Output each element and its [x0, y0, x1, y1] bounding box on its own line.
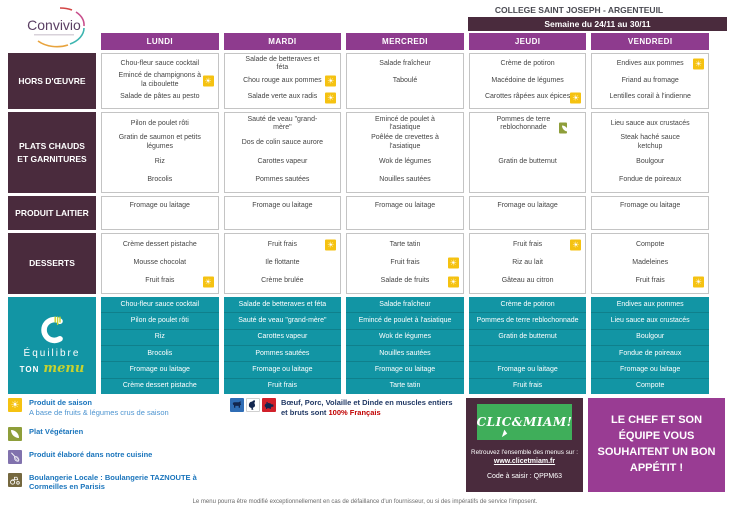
menu-item [593, 56, 707, 73]
menu-item [593, 115, 707, 134]
menu-cell [591, 196, 709, 230]
equilibre-item: Salade de betteraves et féta [238, 300, 327, 308]
day-header-5: VENDREDI [591, 33, 709, 50]
menu-item [593, 89, 707, 106]
menu-item [103, 89, 217, 106]
menu-item-label: Endives aux pommes [616, 59, 684, 67]
menu-item [471, 153, 585, 172]
menu-item [471, 134, 585, 153]
menu-item [103, 134, 217, 153]
equilibre-item: Wok de légumes [346, 329, 464, 345]
legend-text [29, 398, 169, 418]
menu-item [348, 273, 462, 291]
chef-message-box [588, 398, 725, 492]
menu-cell [101, 196, 219, 230]
menu-item-label: Poêlée de crevettes à l'asiatique [371, 134, 439, 151]
equilibre-item: Lieu sauce aux crustacés [591, 312, 709, 328]
equilibre-item: Pommes sautées [224, 345, 342, 361]
beef-icon [230, 398, 244, 412]
menu-cell [346, 112, 464, 193]
equilibre-item: Tarte tatin [346, 378, 464, 394]
menu-item [226, 153, 340, 172]
poultry-icon [246, 398, 260, 412]
menu-word: menu [43, 361, 85, 376]
equilibre-cell [591, 297, 709, 394]
clicmiam-code: Code à saisir : QPPM63 [486, 473, 563, 480]
cursor-icon [502, 430, 508, 439]
menu-item [103, 236, 217, 254]
day-header-4: JEUDI [469, 33, 587, 50]
menu-item-label: Crème brulée [261, 277, 304, 285]
menu-item-label: Fruit frais [145, 277, 175, 285]
menu-cell [591, 53, 709, 109]
equilibre-item: Riz [101, 329, 219, 345]
footer-legend-area [8, 398, 727, 501]
sun-icon: ☀ [694, 277, 703, 287]
day-header-2: MARDI [224, 33, 342, 50]
sun-icon: ☀ [327, 240, 335, 250]
menu-cell [469, 196, 587, 230]
equilibre-item: Nouilles sautées [346, 345, 464, 361]
menu-item-label: Emincé de champignons à la ciboulette [118, 72, 202, 89]
fork-c-icon [36, 314, 68, 346]
row-label-4: DESSERTS [8, 233, 96, 294]
legend-title: Boulangerie Locale : Boulangerie TAZNOUTE à Cormeilles en Parisis [29, 472, 197, 492]
menu-item-label: Boulgour [636, 157, 665, 165]
menu-item-label: Lentilles corail à l'indienne [609, 93, 691, 101]
svg-text:Convivio: Convivio [27, 17, 81, 33]
menu-item-label: Riz [154, 157, 165, 165]
menu-item-label: Fruit frais [635, 277, 665, 285]
menu-item-label: Fruit frais [267, 240, 297, 248]
equilibre-item: Fondue de poireaux [591, 345, 709, 361]
menu-item [348, 56, 462, 73]
menu-item [226, 115, 340, 134]
menu-item-label: Madeleines [632, 259, 669, 267]
sun-icon: ☀ [204, 277, 212, 287]
equilibre-item: Compote [591, 378, 709, 394]
menu-item [103, 153, 217, 172]
menu-item-label: Fruit frais [513, 240, 543, 248]
equilibre-cell [346, 297, 464, 394]
menu-item-label: Sauté de veau "grand-mère" [247, 115, 318, 132]
origin-highlight: 100% Français [328, 408, 381, 418]
menu-item-label: Salade de fruits [380, 277, 430, 285]
menu-item-label: Tarte tatin [389, 240, 421, 248]
menu-cell [224, 233, 342, 294]
legend-text [29, 473, 230, 493]
menu-item-label: Ile flottante [265, 259, 300, 267]
menu-item [103, 199, 217, 211]
legend-title: Produit de saison [29, 398, 92, 407]
legend-item-1 [8, 398, 230, 418]
menu-item-label: Taboulé [392, 76, 418, 84]
equilibre-item: Sauté de veau "grand-mère" [224, 312, 342, 328]
menu-item [593, 199, 707, 211]
sun-icon: ☀ [572, 240, 580, 250]
menu-item [471, 273, 585, 291]
menu-item-label: Fondue de poireaux [619, 176, 682, 184]
menu-cell [346, 196, 464, 230]
menu-item [103, 115, 217, 134]
menu-item [103, 56, 217, 73]
menu-item-label: Friand au fromage [621, 76, 679, 84]
sun-icon: ☀ [694, 59, 703, 69]
menu-item-label: Steak haché sauce ketchup [620, 134, 680, 151]
row-label-1: HORS D'ŒUVRE [8, 53, 96, 109]
menu-item [226, 254, 340, 272]
equilibre-item: Chou-fleur sauce cocktail [120, 300, 200, 308]
menu-item-label: Salade de betteraves et féta [245, 55, 320, 72]
equilibre-item: Fromage ou laitage [591, 361, 709, 377]
equilibre-item: Gratin de butternut [469, 329, 587, 345]
equilibre-item: Fruit frais [469, 378, 587, 394]
equilibre-item: Carottes vapeur [224, 329, 342, 345]
week-range-banner: Semaine du 24/11 au 30/11 [468, 17, 727, 31]
menu-item [226, 171, 340, 190]
menu-item [226, 134, 340, 153]
menu-cell [346, 53, 464, 109]
menu-item [471, 254, 585, 272]
equilibre-cell [469, 297, 587, 394]
menu-cell [224, 112, 342, 193]
row-label-3: PRODUIT LAITIER [8, 196, 96, 230]
menu-item [471, 236, 585, 254]
vegetarian-icon [559, 123, 567, 134]
menu-item-label: Crème dessert pistache [122, 240, 197, 248]
origin-legend [230, 398, 460, 501]
menu-item [593, 171, 707, 190]
menu-item-label: Compote [635, 240, 665, 248]
menu-item [226, 199, 340, 211]
menu-item-label: Dos de colin sauce aurore [241, 138, 324, 146]
menu-item-label: Salade verte aux radis [247, 93, 318, 101]
menu-item [348, 199, 462, 211]
equilibre-item: Fruit frais [224, 378, 342, 394]
equilibre-item: Pommes de terre reblochonnade [469, 312, 587, 328]
equilibre-logo [8, 297, 96, 394]
menu-cell [469, 112, 587, 193]
menu-item [471, 199, 585, 211]
sun-icon: ☀ [204, 76, 212, 86]
menu-item-label: Salade de pâtes au pesto [120, 93, 200, 101]
menu-item [103, 254, 217, 272]
equilibre-band [8, 297, 709, 394]
tractor-icon [8, 473, 22, 487]
menu-cell [101, 53, 219, 109]
sun-icon: ☀ [572, 93, 580, 103]
menu-cell [224, 53, 342, 109]
legend-list [8, 398, 230, 501]
menu-item [593, 134, 707, 153]
menu-item-label: Fromage ou laitage [129, 202, 190, 209]
menu-item-label: Crème de potiron [500, 59, 555, 67]
day-header-1: LUNDI [101, 33, 219, 50]
equilibre-item: Crème de potiron [500, 300, 555, 308]
menu-item-label: Mousse chocolat [133, 259, 187, 267]
menu-cell [346, 233, 464, 294]
menu-item [103, 171, 217, 190]
menu-item-label: Gratin de saumon et petits légumes [118, 134, 201, 151]
menu-cell [591, 233, 709, 294]
menu-item-label: Gâteau au citron [501, 277, 554, 285]
clicmiam-caption: Retrouvez l'ensemble des menus sur : [471, 449, 578, 456]
legend-text [29, 450, 152, 460]
legend-title: Plat Végétarien [29, 426, 84, 436]
equilibre-cell [101, 297, 219, 394]
menu-item [471, 115, 585, 134]
equilibre-item: Salade fraîcheur [379, 300, 431, 308]
menu-item-label: Emincé de poulet à l'asiatique [375, 115, 435, 132]
whisk-icon [8, 450, 22, 464]
legend-item-3 [8, 450, 230, 464]
menu-item-label: Fromage ou laitage [620, 202, 681, 209]
menu-item [103, 73, 217, 90]
day-header-3: MERCREDI [346, 33, 464, 50]
menu-table [8, 33, 709, 294]
menu-item-label: Salade fraîcheur [379, 59, 431, 67]
sun-icon: ☀ [449, 277, 457, 287]
menu-item [348, 115, 462, 134]
equilibre-item: Boulgour [591, 329, 709, 345]
menu-item-label: Macédoine de légumes [491, 76, 564, 84]
menu-item-label: Fromage ou laitage [252, 202, 313, 209]
menu-cell [469, 233, 587, 294]
clicmiam-url-link[interactable]: www.clicetmiam.fr [493, 458, 556, 465]
menu-item-label: Brocolis [147, 176, 173, 184]
menu-item-label: Pommes de terre reblochonnade [496, 115, 551, 132]
menu-item [226, 273, 340, 291]
menu-item-label: Fromage ou laitage [374, 202, 436, 209]
menu-item-label: Carottes vapeur [257, 157, 308, 165]
menu-item [348, 134, 462, 153]
menu-item [103, 273, 217, 291]
menu-item-label: Fruit frais [390, 259, 420, 267]
menu-item [348, 73, 462, 90]
menu-item [226, 89, 340, 106]
menu-item [471, 56, 585, 73]
equilibre-item [469, 345, 587, 361]
sun-icon: ☀ [8, 398, 22, 412]
equilibre-item: Fromage ou laitage [346, 361, 464, 377]
equilibre-item: Crème dessert pistache [101, 378, 219, 394]
equilibre-item: Brocolis [101, 345, 219, 361]
pork-icon [262, 398, 276, 412]
menu-item-label: Chou rouge aux pommes [243, 76, 322, 84]
clicmiam-logo [477, 404, 572, 440]
legend-item-2 [8, 427, 230, 441]
menu-item [471, 73, 585, 90]
equilibre-item: Endives aux pommes [616, 300, 684, 308]
menu-item [226, 236, 340, 254]
menu-item-label: Fromage ou laitage [497, 202, 558, 209]
sun-icon: ☀ [327, 93, 335, 103]
menu-cell [469, 53, 587, 109]
equilibre-item: Emincé de poulet à l'asiatique [346, 312, 464, 328]
chef-message: LE CHEF ET SON ÉQUIPE VOUS SOUHAITENT UN BON APPÉTIT ! [597, 414, 716, 474]
ton-word: TON [19, 365, 40, 374]
clicmiam-logo-text: CLIC&MIAM! [476, 415, 573, 429]
equilibre-item: Pilon de poulet rôti [101, 312, 219, 328]
disclaimer-note: Le menu pourra être modifié exceptionnellement en cas de défaillance d'un fournisseur, ou si des impératifs de service l'imposent. [192, 499, 538, 505]
origin-line: Bœuf, Porc, Volaille et Dinde en muscles entiers et bruts sont [281, 398, 453, 418]
menu-item-label: Pommes sautées [255, 176, 310, 184]
menu-item [593, 254, 707, 272]
menu-item [348, 171, 462, 190]
origin-text [281, 398, 460, 418]
menu-item [471, 171, 585, 190]
menu-item-label: Lieu sauce aux crustacés [610, 120, 690, 127]
menu-item [593, 73, 707, 90]
menu-cell [224, 196, 342, 230]
menu-item [593, 273, 707, 291]
menu-item [348, 254, 462, 272]
menu-item [348, 236, 462, 254]
sun-icon: ☀ [449, 258, 457, 268]
menu-cell [591, 112, 709, 193]
menu-item-label: Riz au lait [512, 259, 543, 267]
menu-item-label: Wok de légumes [378, 157, 431, 165]
menu-item-label: Gratin de butternut [498, 157, 557, 165]
equilibre-item: Fromage ou laitage [101, 361, 219, 377]
legend-item-4 [8, 473, 230, 493]
equilibre-item: Fromage ou laitage [224, 361, 342, 377]
vegetarian-icon [8, 427, 22, 441]
legend-subtitle: A base de fruits & légumes crus de saison [29, 407, 169, 417]
menu-cell [101, 233, 219, 294]
school-title: COLLEGE SAINT JOSEPH - ARGENTEUIL [494, 5, 664, 15]
menu-item [471, 89, 585, 106]
menu-item-label: Pilon de poulet rôti [130, 120, 189, 127]
legend-title: Produit élaboré dans notre cuisine [29, 449, 153, 459]
menu-item [593, 236, 707, 254]
menu-item [348, 153, 462, 172]
row-label-2: PLATS CHAUDS ET GARNITURES [8, 112, 96, 193]
menu-item-label: Nouilles sautées [379, 176, 431, 184]
menu-item [348, 89, 462, 106]
equilibre-cell [224, 297, 342, 394]
origin-icons [230, 398, 278, 412]
legend-text [29, 427, 83, 437]
equilibre-item: Fromage ou laitage [469, 361, 587, 377]
menu-item [226, 56, 340, 73]
sun-icon: ☀ [327, 76, 335, 86]
clicmiam-panel [466, 398, 583, 492]
menu-cell [101, 112, 219, 193]
menu-item-label: Carottes râpées aux épices [484, 93, 571, 101]
equilibre-word: Équilibre [23, 348, 81, 359]
menu-item [593, 153, 707, 172]
menu-item [226, 73, 340, 90]
menu-item-label: Chou-fleur sauce cocktail [120, 59, 200, 67]
